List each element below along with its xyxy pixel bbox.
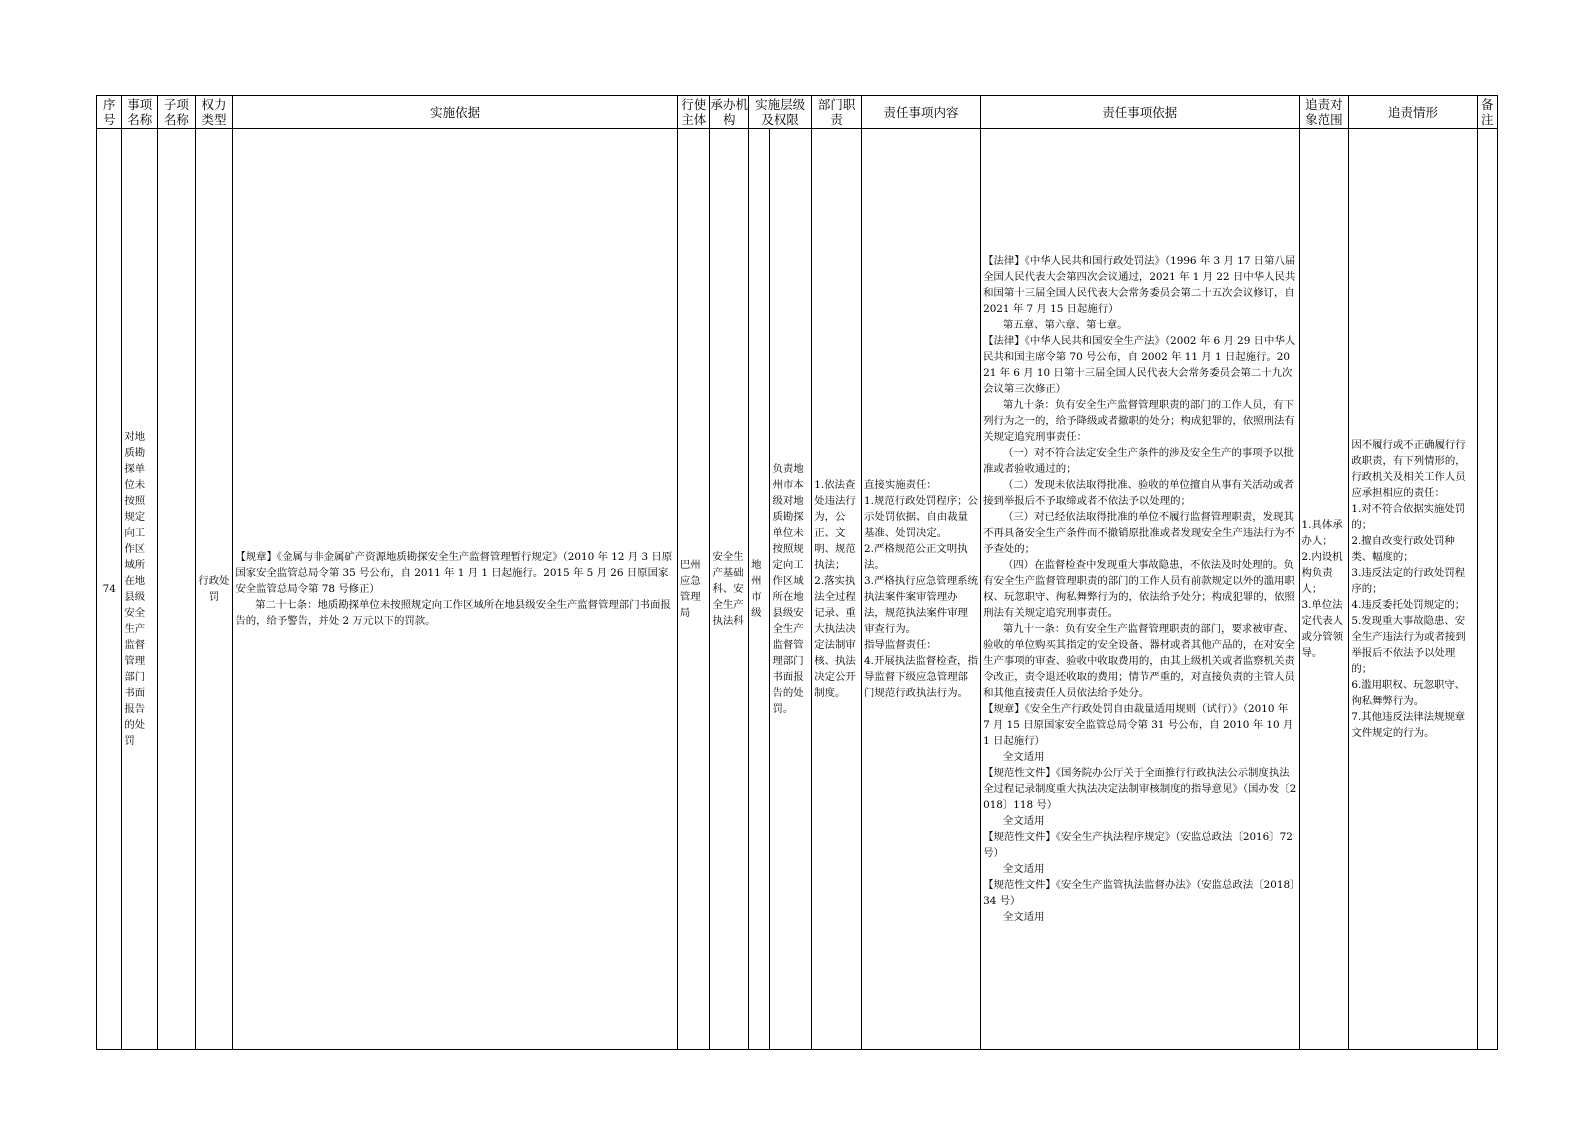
cell-responsibility-basis: 【法律】《中华人民共和国行政处罚法》（1996 年 3 月 17 日第八届全国人民代表大会第四次会议通过，2021 年 1 月 22 日中华人民共和国第十三届全国人民代表大会常务委员会第二十五次会议修订，自 2021 年 7 月 15 日起施行） 第五章、第六章、第七章。 【法律】《中华人民共和国安全生产法》（2002 年 6 月 29 日中华人民共和国主席令第 70 号公布，自 2002 年 11 月 1 日起施行。2021 年 6 月 10 日第十三届全国人民代表大会常务委员会第二十九次会议第三次修正） 第九十条：负有安全生产监督管理职责的部门的工作人员，有下列行为之一的，给予降级或者撤职的处分；构成犯罪的，依照刑法有关规定追究刑事责任： （一）对不符合法定安全生产条件的涉及安全生产的事项予以批准或者验收通过的； （二）发现未依法取得批准、验收的单位擅自从事有关活动或者接到举报后不予取缔或者不依法予以处理的； （三）对已经依法取得批准的单位不履行监督管理职责，发现其不再具备安全生产条件而不撤销原批准或者发现安全生产违法行为不予查处的； （四）在监督检查中发现重大事故隐患，不依法及时处理的。负有安全生产监督管理职责的部门的工作人员有前款规定以外的滥用职权、玩忽职守、徇私舞弊行为的，依法给予处分；构成犯罪的，依照刑法有关规定追究刑事责任。 第九十一条：负有安全生产监督管理职责的部门，要求被审查、验收的单位购买其指定的安全设备、器材或者其他产品的，在对安全生产事项的审查、验收中收取费用的，由其上级机关或者监察机关责令改正，责令退还收取的费用；情节严重的，对直接负责的主管人员和其他直接责任人员依法给予处分。 【规章】《安全生产行政处罚自由裁量适用规则（试行）》（2010 年 7 月 15 日原国家安全监管总局令第 31 号公布，自 2010 年 10 月 1 日起施行） 全文适用 【规范性文件】《国务院办公厅关于全面推行行政执法公示制度执法全过程记录制度重大执法决定法制审核制度的指导意见》（国办发〔2018〕118 号） 全文适用 【规范性文件】《安全生产执法程序规定》（安监总政法〔2016〕72 号） 全文适用 【规范性文件】《安全生产监管执法监督办法》（安监总政法〔2018〕34 号） 全文适用 [981, 129, 1299, 1050]
header-responsibility-basis: 责任事项依据 [981, 96, 1299, 129]
header-item-name: 事项名称 [122, 96, 158, 129]
cell-level-detail: 负责地州市本级对地质勘探单位未按照规定向工作区域所在地县级安全生产监督管理部门书面报告的处罚。 [770, 129, 812, 1050]
header-sub-item: 子项名称 [158, 96, 196, 129]
cell-duty: 1.依法查处违法行为，公正、文明、规范执法； 2.落实执法全过程记录、重大执法决定法制审核、执法决定公开制度。 [812, 129, 862, 1050]
cell-handling-org: 安全生产基础科、安全生产执法科 [710, 129, 749, 1050]
cell-level: 地州市级 [749, 129, 770, 1050]
cell-remarks [1477, 129, 1497, 1050]
header-power-type: 权力类型 [195, 96, 233, 129]
power-list-table [96, 95, 1498, 1050]
header-seq: 序号 [97, 96, 122, 129]
cell-seq: 74 [97, 129, 122, 1050]
cell-responsibility-content: 直接实施责任： 1.规范行政处罚程序；公示处罚依据、自由裁量基准、处罚决定。 2.严格规范公正文明执法。 3.严格执行应急管理系统执法案件案审管理办法，规范执法案件审理审查行为。 指导监督责任： 4.开展执法监督检查，指导监督下级应急管理部门规范行政执法行为。 [862, 129, 981, 1050]
table-row [97, 129, 1498, 1050]
header-handling-org: 承办机构 [710, 97, 749, 127]
header-row [97, 96, 1498, 129]
header-duty: 部门职责 [812, 96, 862, 129]
header-remarks: 备注 [1477, 96, 1497, 129]
header-basis: 实施依据 [233, 96, 678, 129]
header-accountability: 追责情形 [1349, 96, 1477, 129]
cell-exercising-body: 巴州应急管理局 [677, 129, 710, 1050]
cell-sub-item [158, 129, 196, 1050]
header-accountable-scope: 追责对象范围 [1299, 96, 1349, 129]
cell-power-type: 行政处罚 [195, 129, 233, 1050]
header-exercising-body: 行使主体 [677, 96, 710, 129]
header-level: 实施层级及权限 [749, 96, 812, 129]
cell-basis: 【规章】《金属与非金属矿产资源地质勘探安全生产监督管理暂行规定》（2010 年 12 月 3 日原国家安全监管总局令第 35 号公布，自 2011 年 1 月 1 日起施行。2015 年 5 月 26 日原国家安全监管总局令第 78 号修正） 第二十七条：地质勘探单位未按照规定向工作区域所在地县级安全生产监督管理部门书面报告的，给予警告，并处 2 万元以下的罚款。 [233, 129, 678, 1050]
cell-item-name: 对地质勘探单位未按照规定向工作区域所在地县级安全生产监督管理部门书面报告的处罚 [122, 129, 158, 1050]
cell-accountable-scope: 1.具体承办人； 2.内设机构负责人； 3.单位法定代表人或分管领导。 [1299, 129, 1349, 1050]
cell-accountability: 因不履行或不正确履行行政职责，有下列情形的，行政机关及相关工作人员应承担相应的责任： 1.对不符合依据实施处罚的； 2.擅自改变行政处罚种类、幅度的； 3.违反法定的行政处罚程序的； 4.违反委托处罚规定的； 5.发现重大事故隐患、安全生产违法行为或者接到举报后不依法予以处理的； 6.滥用职权、玩忽职守、徇私舞弊行为。 7.其他违反法律法规规章文件规定的行为。 [1349, 129, 1477, 1050]
header-responsibility-content: 责任事项内容 [862, 96, 981, 129]
